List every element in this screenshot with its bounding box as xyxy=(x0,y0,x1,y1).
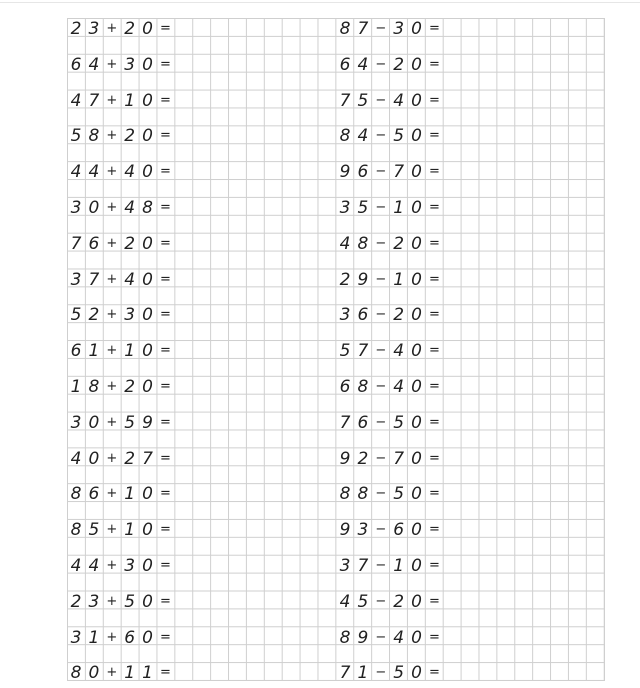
digit-ones-2: 0 xyxy=(411,663,422,684)
equals-sign: = xyxy=(160,665,171,681)
math-problem-left-6 xyxy=(67,199,177,217)
digit-ones-2: 0 xyxy=(142,305,153,326)
digit-ones-1: 5 xyxy=(357,198,369,218)
digit-tens-2: 2 xyxy=(393,54,405,75)
digit-tens-1: 8 xyxy=(339,126,351,147)
digit-ones-2: 0 xyxy=(411,126,422,147)
digit-tens-2: 2 xyxy=(124,448,136,469)
digit-ones-2: 0 xyxy=(411,198,422,218)
digit-tens-2: 7 xyxy=(393,162,405,183)
grid-paper-worksheet xyxy=(67,18,605,684)
digit-ones-1: 6 xyxy=(88,233,100,254)
digit-tens-2: 5 xyxy=(124,412,136,433)
digit-tens-1: 7 xyxy=(339,90,351,111)
equals-sign: = xyxy=(160,21,171,36)
digit-tens-1: 2 xyxy=(70,591,82,612)
math-problem-right-11 xyxy=(336,378,446,396)
digit-ones-2: 0 xyxy=(142,627,153,648)
digit-ones-2: 1 xyxy=(142,663,153,684)
math-problem-left-3 xyxy=(67,92,177,110)
math-problem-right-16 xyxy=(336,557,446,575)
math-problem-left-14 xyxy=(67,485,177,503)
digit-tens-1: 3 xyxy=(339,556,351,576)
equals-sign: = xyxy=(429,200,440,215)
digit-ones-2: 8 xyxy=(142,198,153,218)
math-problem-left-12 xyxy=(67,414,177,432)
digit-ones-1: 6 xyxy=(88,484,100,505)
equals-sign: = xyxy=(429,92,440,108)
operator-sign: + xyxy=(106,271,118,287)
digit-ones-1: 8 xyxy=(88,377,100,397)
digit-tens-1: 5 xyxy=(70,305,82,326)
digit-tens-1: 6 xyxy=(70,54,82,75)
digit-tens-2: 4 xyxy=(393,341,405,362)
equals-sign: = xyxy=(160,522,171,538)
digit-tens-1: 8 xyxy=(339,484,351,505)
digit-ones-1: 6 xyxy=(357,162,369,183)
digit-tens-1: 7 xyxy=(339,663,351,684)
equals-sign: = xyxy=(429,235,440,251)
digit-ones-1: 3 xyxy=(88,19,100,39)
math-problem-left-8 xyxy=(67,271,177,289)
equals-sign: = xyxy=(160,379,171,394)
equals-sign: = xyxy=(429,486,440,502)
operator-sign: − xyxy=(375,558,387,573)
digit-ones-2: 0 xyxy=(411,412,422,433)
operator-sign: + xyxy=(106,629,118,645)
equals-sign: = xyxy=(160,92,171,108)
equals-sign: = xyxy=(160,164,171,180)
digit-ones-2: 0 xyxy=(142,269,153,290)
operator-sign: + xyxy=(106,92,118,108)
math-problem-left-7 xyxy=(67,235,177,253)
equals-sign: = xyxy=(160,414,171,430)
operator-sign: − xyxy=(375,92,387,108)
digit-ones-2: 0 xyxy=(411,341,422,362)
digit-tens-1: 1 xyxy=(70,377,82,397)
operator-sign: − xyxy=(375,665,387,681)
math-problem-right-18 xyxy=(336,629,446,647)
digit-ones-2: 0 xyxy=(411,448,422,469)
operator-sign: + xyxy=(106,235,118,251)
digit-tens-2: 3 xyxy=(124,54,136,75)
operator-sign: − xyxy=(375,593,387,609)
digit-tens-2: 2 xyxy=(393,591,405,612)
math-problem-right-7 xyxy=(336,235,446,253)
digit-tens-1: 3 xyxy=(70,269,82,290)
digit-tens-1: 4 xyxy=(70,448,82,469)
digit-ones-2: 0 xyxy=(411,484,422,505)
operator-sign: − xyxy=(375,450,387,466)
digit-ones-1: 6 xyxy=(357,412,369,433)
math-problem-right-5 xyxy=(336,163,446,181)
digit-tens-1: 8 xyxy=(339,627,351,648)
digit-ones-1: 8 xyxy=(357,484,369,505)
math-problem-right-13 xyxy=(336,450,446,468)
equals-sign: = xyxy=(160,128,171,144)
digit-ones-1: 0 xyxy=(88,198,100,218)
operator-sign: − xyxy=(375,128,387,144)
math-problem-left-4 xyxy=(67,127,177,145)
operator-sign: − xyxy=(375,271,387,287)
digit-tens-1: 2 xyxy=(339,269,351,290)
digit-ones-2: 0 xyxy=(142,126,153,147)
equals-sign: = xyxy=(160,593,171,609)
equals-sign: = xyxy=(429,629,440,645)
digit-tens-2: 5 xyxy=(393,663,405,684)
digit-ones-2: 0 xyxy=(411,269,422,290)
digit-ones-1: 6 xyxy=(357,305,369,326)
math-problem-left-18 xyxy=(67,629,177,647)
operator-sign: − xyxy=(375,379,387,394)
equals-sign: = xyxy=(160,629,171,645)
digit-ones-2: 0 xyxy=(142,341,153,362)
digit-tens-2: 1 xyxy=(393,269,405,290)
digit-tens-2: 1 xyxy=(124,520,136,541)
operator-sign: + xyxy=(106,307,118,323)
digit-tens-2: 4 xyxy=(393,377,405,397)
digit-ones-1: 3 xyxy=(357,520,369,541)
math-problem-right-12 xyxy=(336,414,446,432)
digit-tens-1: 8 xyxy=(70,663,82,684)
digit-ones-1: 8 xyxy=(88,126,100,147)
operator-sign: + xyxy=(106,558,118,573)
digit-ones-2: 0 xyxy=(411,305,422,326)
digit-tens-2: 1 xyxy=(393,556,405,576)
digit-tens-1: 5 xyxy=(70,126,82,147)
operator-sign: − xyxy=(375,486,387,502)
digit-ones-2: 0 xyxy=(411,627,422,648)
digit-tens-2: 4 xyxy=(124,269,136,290)
equals-sign: = xyxy=(160,271,171,287)
digit-ones-1: 0 xyxy=(88,412,100,433)
math-problem-left-17 xyxy=(67,593,177,611)
digit-tens-1: 6 xyxy=(70,341,82,362)
digit-tens-1: 6 xyxy=(339,377,351,397)
digit-tens-1: 3 xyxy=(70,627,82,648)
math-problem-right-15 xyxy=(336,521,446,539)
equals-sign: = xyxy=(429,307,440,323)
math-problem-right-1 xyxy=(336,20,446,38)
digit-ones-1: 8 xyxy=(357,233,369,254)
math-problem-left-10 xyxy=(67,342,177,360)
math-problem-right-10 xyxy=(336,342,446,360)
digit-tens-2: 5 xyxy=(393,412,405,433)
equals-sign: = xyxy=(160,450,171,466)
digit-tens-1: 5 xyxy=(339,341,351,362)
equals-sign: = xyxy=(160,307,171,323)
digit-tens-2: 5 xyxy=(393,126,405,147)
digit-ones-2: 7 xyxy=(142,448,153,469)
digit-ones-1: 8 xyxy=(357,377,369,397)
digit-ones-2: 0 xyxy=(142,90,153,111)
digit-tens-2: 3 xyxy=(124,305,136,326)
math-problem-left-11 xyxy=(67,378,177,396)
equals-sign: = xyxy=(160,200,171,215)
digit-tens-1: 3 xyxy=(70,412,82,433)
digit-ones-2: 0 xyxy=(411,19,422,39)
digit-tens-1: 8 xyxy=(70,520,82,541)
digit-tens-1: 9 xyxy=(339,520,351,541)
equals-sign: = xyxy=(160,235,171,251)
digit-tens-2: 3 xyxy=(393,19,405,39)
digit-ones-2: 0 xyxy=(411,377,422,397)
operator-sign: − xyxy=(375,56,387,72)
operator-sign: − xyxy=(375,164,387,180)
digit-ones-2: 0 xyxy=(411,556,422,576)
equals-sign: = xyxy=(429,558,440,573)
digit-tens-2: 5 xyxy=(393,484,405,505)
digit-ones-1: 4 xyxy=(88,556,100,576)
operator-sign: − xyxy=(375,343,387,359)
digit-tens-2: 1 xyxy=(124,663,136,684)
digit-tens-1: 3 xyxy=(339,305,351,326)
equals-sign: = xyxy=(429,379,440,394)
math-problem-right-19 xyxy=(336,664,446,682)
digit-tens-1: 4 xyxy=(339,591,351,612)
digit-ones-1: 9 xyxy=(357,269,369,290)
math-problem-right-3 xyxy=(336,92,446,110)
math-problem-left-2 xyxy=(67,56,177,74)
digit-tens-1: 4 xyxy=(70,90,82,111)
digit-ones-1: 4 xyxy=(88,162,100,183)
operator-sign: + xyxy=(106,128,118,144)
digit-tens-2: 2 xyxy=(393,305,405,326)
equals-sign: = xyxy=(160,56,171,72)
digit-ones-1: 4 xyxy=(357,54,369,75)
digit-ones-1: 4 xyxy=(88,54,100,75)
digit-tens-1: 9 xyxy=(339,162,351,183)
operator-sign: − xyxy=(375,200,387,215)
math-problem-left-13 xyxy=(67,450,177,468)
digit-tens-2: 7 xyxy=(393,448,405,469)
digit-ones-1: 3 xyxy=(88,591,100,612)
equals-sign: = xyxy=(429,343,440,359)
digit-ones-1: 7 xyxy=(357,556,369,576)
digit-ones-2: 0 xyxy=(142,19,153,39)
operator-sign: + xyxy=(106,593,118,609)
digit-ones-2: 0 xyxy=(411,520,422,541)
digit-ones-2: 0 xyxy=(411,233,422,254)
math-problem-left-9 xyxy=(67,306,177,324)
digit-tens-2: 1 xyxy=(124,90,136,111)
equals-sign: = xyxy=(429,56,440,72)
digit-tens-1: 4 xyxy=(339,233,351,254)
digit-ones-1: 1 xyxy=(88,627,100,648)
operator-sign: + xyxy=(106,414,118,430)
digit-tens-2: 6 xyxy=(393,520,405,541)
operator-sign: − xyxy=(375,629,387,645)
math-problem-right-8 xyxy=(336,271,446,289)
digit-ones-1: 2 xyxy=(357,448,369,469)
math-problem-right-9 xyxy=(336,306,446,324)
top-border-line xyxy=(0,2,640,3)
digit-tens-2: 2 xyxy=(124,233,136,254)
digit-tens-2: 4 xyxy=(124,198,136,218)
digit-tens-1: 3 xyxy=(70,198,82,218)
digit-tens-1: 4 xyxy=(70,162,82,183)
operator-sign: − xyxy=(375,307,387,323)
digit-tens-1: 7 xyxy=(70,233,82,254)
digit-ones-1: 1 xyxy=(357,663,369,684)
digit-tens-1: 7 xyxy=(339,412,351,433)
digit-ones-2: 0 xyxy=(411,162,422,183)
digit-tens-1: 2 xyxy=(70,19,82,39)
math-problem-right-6 xyxy=(336,199,446,217)
operator-sign: − xyxy=(375,522,387,538)
digit-tens-2: 4 xyxy=(393,627,405,648)
math-problem-right-17 xyxy=(336,593,446,611)
math-problem-right-4 xyxy=(336,127,446,145)
digit-ones-2: 0 xyxy=(142,54,153,75)
digit-ones-2: 0 xyxy=(142,233,153,254)
digit-ones-2: 0 xyxy=(142,520,153,541)
digit-tens-2: 2 xyxy=(124,377,136,397)
equals-sign: = xyxy=(429,21,440,36)
digit-tens-2: 2 xyxy=(124,19,136,39)
operator-sign: + xyxy=(106,164,118,180)
digit-ones-2: 0 xyxy=(411,54,422,75)
operator-sign: + xyxy=(106,450,118,466)
digit-ones-1: 5 xyxy=(88,520,100,541)
digit-tens-2: 6 xyxy=(124,627,136,648)
digit-ones-2: 0 xyxy=(142,556,153,576)
digit-tens-2: 2 xyxy=(393,233,405,254)
digit-ones-2: 0 xyxy=(142,377,153,397)
digit-tens-1: 4 xyxy=(70,556,82,576)
digit-tens-1: 8 xyxy=(70,484,82,505)
digit-tens-2: 1 xyxy=(393,198,405,218)
equals-sign: = xyxy=(429,164,440,180)
equals-sign: = xyxy=(429,128,440,144)
digit-ones-1: 7 xyxy=(357,341,369,362)
equals-sign: = xyxy=(429,271,440,287)
digit-tens-2: 2 xyxy=(124,126,136,147)
operator-sign: + xyxy=(106,56,118,72)
operator-sign: + xyxy=(106,522,118,538)
digit-ones-1: 5 xyxy=(357,90,369,111)
math-problem-right-2 xyxy=(336,56,446,74)
equals-sign: = xyxy=(160,343,171,359)
digit-tens-2: 4 xyxy=(124,162,136,183)
digit-ones-2: 0 xyxy=(411,591,422,612)
math-problem-left-19 xyxy=(67,664,177,682)
digit-ones-1: 2 xyxy=(88,305,100,326)
operator-sign: + xyxy=(106,343,118,359)
math-problem-left-15 xyxy=(67,521,177,539)
equals-sign: = xyxy=(160,558,171,573)
equals-sign: = xyxy=(429,522,440,538)
digit-ones-1: 4 xyxy=(357,126,369,147)
math-problem-left-5 xyxy=(67,163,177,181)
digit-ones-2: 0 xyxy=(142,484,153,505)
digit-ones-2: 0 xyxy=(411,90,422,111)
digit-tens-2: 4 xyxy=(393,90,405,111)
operator-sign: − xyxy=(375,235,387,251)
equals-sign: = xyxy=(429,665,440,681)
equals-sign: = xyxy=(429,593,440,609)
operator-sign: + xyxy=(106,379,118,394)
digit-ones-2: 0 xyxy=(142,162,153,183)
digit-ones-1: 5 xyxy=(357,591,369,612)
digit-ones-2: 9 xyxy=(142,412,153,433)
digit-tens-2: 3 xyxy=(124,556,136,576)
operator-sign: − xyxy=(375,414,387,430)
digit-tens-2: 5 xyxy=(124,591,136,612)
equals-sign: = xyxy=(429,450,440,466)
digit-ones-2: 0 xyxy=(142,591,153,612)
digit-ones-1: 0 xyxy=(88,663,100,684)
digit-tens-2: 1 xyxy=(124,484,136,505)
digit-tens-1: 9 xyxy=(339,448,351,469)
digit-ones-1: 7 xyxy=(88,90,100,111)
operator-sign: + xyxy=(106,21,118,36)
digit-ones-1: 0 xyxy=(88,448,100,469)
digit-tens-1: 3 xyxy=(339,198,351,218)
math-problem-left-16 xyxy=(67,557,177,575)
operator-sign: + xyxy=(106,200,118,215)
digit-ones-1: 9 xyxy=(357,627,369,648)
operator-sign: − xyxy=(375,21,387,36)
digit-ones-1: 7 xyxy=(357,19,369,39)
math-problem-left-1 xyxy=(67,20,177,38)
digit-tens-2: 1 xyxy=(124,341,136,362)
operator-sign: + xyxy=(106,486,118,502)
equals-sign: = xyxy=(160,486,171,502)
operator-sign: + xyxy=(106,665,118,681)
equals-sign: = xyxy=(429,414,440,430)
digit-tens-1: 6 xyxy=(339,54,351,75)
math-problem-right-14 xyxy=(336,485,446,503)
digit-tens-1: 8 xyxy=(339,19,351,39)
digit-ones-1: 1 xyxy=(88,341,100,362)
digit-ones-1: 7 xyxy=(88,269,100,290)
